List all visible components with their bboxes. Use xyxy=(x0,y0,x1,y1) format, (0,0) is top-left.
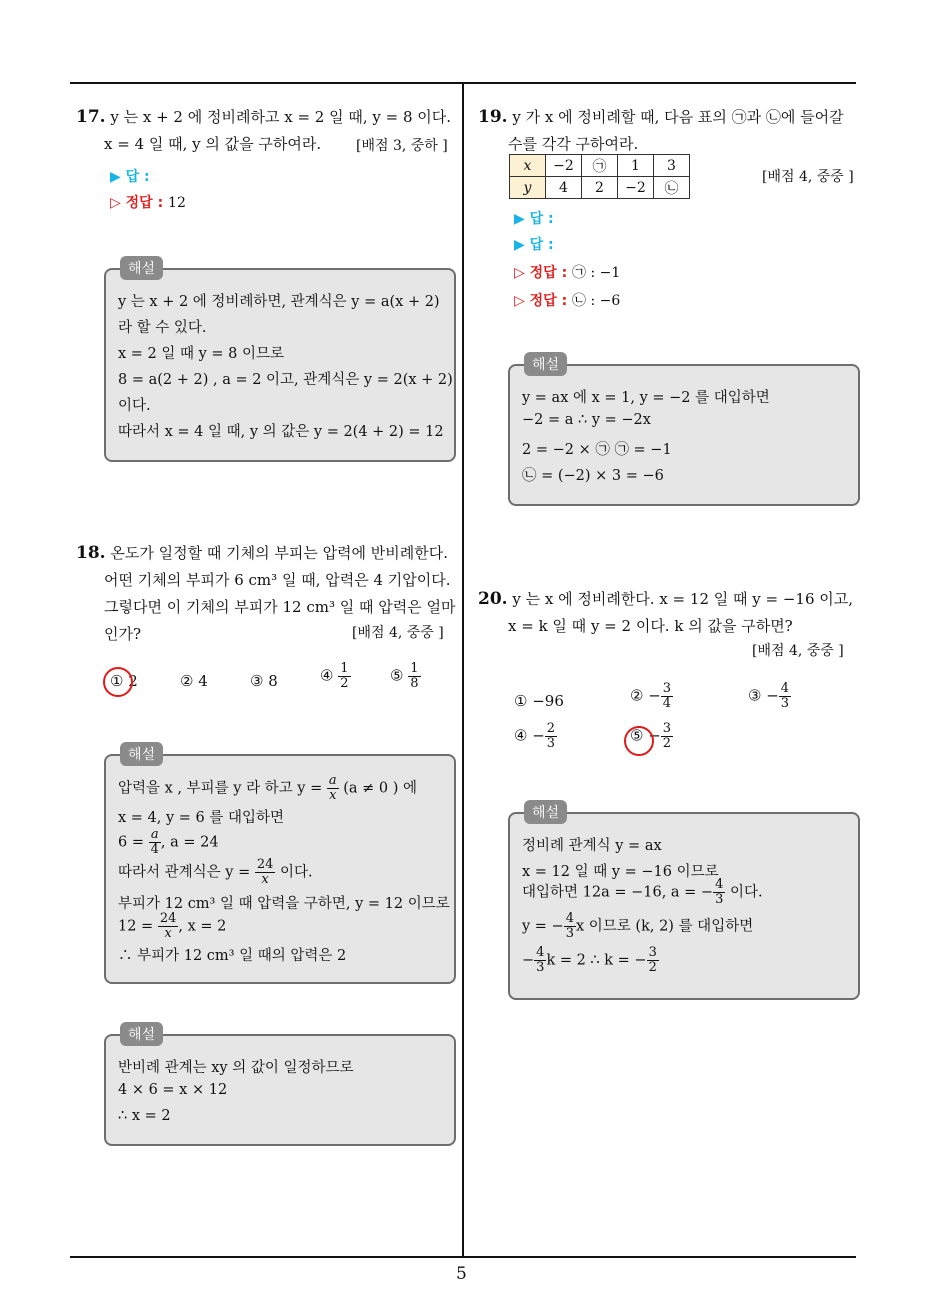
question-19 xyxy=(478,104,862,158)
table-cell: −2 xyxy=(618,177,654,199)
fraction: $\frac{4}{3}$ xyxy=(536,945,545,975)
table-row xyxy=(510,177,690,199)
sol-line: x = 4, y = 6 를 대입하면 xyxy=(118,810,285,826)
q19-line2: 수를 각각 구하여라. xyxy=(508,135,639,153)
table-header-cell: x xyxy=(510,155,546,177)
table-cell: −2 xyxy=(546,155,582,177)
sol-line: ㉡ = (−2) × 3 = −6 xyxy=(522,468,664,484)
fraction: $\frac{3}{2}$ xyxy=(648,945,657,975)
table-cell: ㉠ xyxy=(582,155,618,177)
q18-choice-3[interactable]: ③ 8 xyxy=(250,672,278,690)
solution-tag: 해설 xyxy=(120,256,163,280)
q17-solution-box xyxy=(104,261,456,462)
q18-solution-box xyxy=(104,747,456,984)
table-cell: 1 xyxy=(618,155,654,177)
bottom-rule xyxy=(70,1256,856,1258)
q19-correct-answer-2: ▷ 정답 : ㉡ : −6 xyxy=(514,293,621,309)
q18-line4: 인가? xyxy=(104,625,142,643)
table-cell: ㉡ xyxy=(654,177,690,199)
q20-line1: 20. y 는 x 에 정비례한다. x = 12 일 때 y = −16 이고, xyxy=(478,589,854,609)
q18-choice-5[interactable]: ⑤ $\frac{1}{8}$ xyxy=(390,661,419,691)
sol-line: 따라서 관계식은 y = $\frac{24}{x}$ 이다. xyxy=(118,857,313,887)
page-number: 5 xyxy=(456,1264,467,1284)
q20-number: 20. xyxy=(478,589,508,609)
q18-number: 18. xyxy=(76,543,106,563)
sol-line: −2 = a ∴ y = −2x xyxy=(522,412,651,428)
fraction: $\frac{1}{8}$ xyxy=(410,661,419,691)
sol-line: 부피가 12 cm³ 일 때 압력을 구하면, y = 12 이므로 xyxy=(118,896,450,912)
table-cell: 3 xyxy=(654,155,690,177)
q17-correct-answer: ▷ 정답 : 12 xyxy=(110,195,186,211)
sol-line: x = 2 일 때 y = 8 이므로 xyxy=(118,346,285,362)
q19-line1: 19. y 가 x 에 정비례할 때, 다음 표의 ㉠과 ㉡에 들어갈 xyxy=(478,107,844,127)
fraction: $\frac{4}{3}$ xyxy=(715,877,724,907)
solution-tag: 해설 xyxy=(120,1022,163,1046)
fraction: $\frac{4}{3}$ xyxy=(565,911,574,941)
q18-choice-2[interactable]: ② 4 xyxy=(180,672,208,690)
column-divider xyxy=(462,83,464,1258)
sol-line: − $\frac{4}{3}$ k = 2 ∴ k = − $\frac{3}{2}$ xyxy=(522,945,657,975)
sol-line: 정비례 관계식 y = ax xyxy=(522,838,662,854)
q18-solution2-box xyxy=(104,1027,456,1146)
q20-choice-3[interactable]: ③ − $\frac{4}{3}$ xyxy=(748,681,790,711)
q18-line3: 그렇다면 이 기체의 부피가 12 cm³ 일 때 압력은 얼마 xyxy=(104,598,456,616)
solution-tag: 해설 xyxy=(120,742,163,766)
q20-choice-1[interactable]: ① −96 xyxy=(514,692,564,710)
sol-line: x = 12 일 때 y = −16 이므로 xyxy=(522,864,719,880)
q19-score-meta: [배점 4, 중중 ] xyxy=(762,169,854,185)
q18-choice-4[interactable]: ④ $\frac{1}{2}$ xyxy=(320,661,349,691)
fraction: $\frac{a}{4}$ xyxy=(150,827,159,857)
q19-solution-box xyxy=(508,357,860,506)
question-20 xyxy=(478,586,862,640)
q20-choice-5[interactable]: ⑤ − $\frac{3}{2}$ xyxy=(630,721,672,751)
q19-answer-field-2[interactable]: ▶ 답 : xyxy=(514,237,554,253)
q17-line2: x = 4 일 때, y 의 값을 구하여라. xyxy=(104,135,322,153)
fraction: $\frac{3}{2}$ xyxy=(662,721,672,751)
fraction: $\frac{1}{2}$ xyxy=(340,661,349,691)
fraction: $\frac{4}{3}$ xyxy=(780,681,790,711)
q20-choice-2[interactable]: ② − $\frac{3}{4}$ xyxy=(630,681,672,711)
sol-line: 8 = a(2 + 2) , a = 2 이고, 관계식은 y = 2(x + 2) xyxy=(118,372,453,388)
table-cell: 2 xyxy=(582,177,618,199)
sol-line: 따라서 x = 4 일 때, y 의 값은 y = 2(4 + 2) = 12 xyxy=(118,424,444,440)
q17-score-meta: [배점 3, 중하 ] xyxy=(356,138,448,154)
sol-line: y = ax 에 x = 1, y = −2 를 대입하면 xyxy=(522,390,770,406)
q20-line2: x = k 일 때 y = 2 이다. k 의 값을 구하면? xyxy=(508,617,793,635)
sol-line: ∴ x = 2 xyxy=(118,1108,171,1124)
table-cell: 4 xyxy=(546,177,582,199)
fraction: $\frac{3}{4}$ xyxy=(662,681,672,711)
sol-line: y = − $\frac{4}{3}$ x 이므로 (k, 2) 를 대입하면 xyxy=(522,911,754,941)
q20-choice-4[interactable]: ④ − $\frac{2}{3}$ xyxy=(514,721,556,751)
sol-line: 4 × 6 = x × 12 xyxy=(118,1082,228,1098)
fraction: $\frac{24}{x}$ xyxy=(159,911,177,941)
q19-value-table xyxy=(509,154,690,199)
sol-line: 대입하면 12a = −16, a = − $\frac{4}{3}$ 이다. xyxy=(522,877,763,907)
sol-line: 반비례 관계는 xy 의 값이 일정하므로 xyxy=(118,1060,354,1076)
q19-answer-field-1[interactable]: ▶ 답 : xyxy=(514,211,554,227)
selected-answer-mark xyxy=(624,726,654,756)
q19-correct-answer-1: ▷ 정답 : ㉠ : −1 xyxy=(514,265,621,281)
sol-line: 6 = $\frac{a}{4}$ , a = 24 xyxy=(118,827,219,857)
sol-line: ∴ 부피가 12 cm³ 일 때의 압력은 2 xyxy=(118,948,347,964)
sol-line: 2 = −2 × ㉠ ㉠ = −1 xyxy=(522,442,672,458)
q18-line1: 18. 온도가 일정할 때 기체의 부피는 압력에 반비례한다. xyxy=(76,543,449,563)
table-row xyxy=(510,155,690,177)
fraction: $\frac{2}{3}$ xyxy=(546,721,556,751)
q20-solution-box xyxy=(508,805,860,1000)
q17-number: 17. xyxy=(76,107,106,127)
q17-answer-field[interactable]: ▶ 답 : xyxy=(110,169,150,185)
fraction: $\frac{24}{x}$ xyxy=(256,857,274,887)
fraction: $\frac{a}{x}$ xyxy=(328,773,337,803)
q19-number: 19. xyxy=(478,107,508,127)
sol-line: 이다. xyxy=(118,398,151,414)
q20-score-meta: [배점 4, 중중 ] xyxy=(752,643,844,659)
solution-tag: 해설 xyxy=(524,800,567,824)
solution-tag: 해설 xyxy=(524,352,567,376)
sol-line: 라 할 수 있다. xyxy=(118,320,207,336)
q17-line1: 17. y 는 x + 2 에 정비례하고 x = 2 일 때, y = 8 이다. xyxy=(76,107,452,127)
q18-score-meta: [배점 4, 중중 ] xyxy=(352,625,444,641)
q18-choice-1[interactable]: ① 2 xyxy=(110,672,138,690)
table-header-cell: y xyxy=(510,177,546,199)
sol-line: 12 = $\frac{24}{x}$ , x = 2 xyxy=(118,911,227,941)
sol-line: y 는 x + 2 에 정비례하면, 관계식은 y = a(x + 2) xyxy=(118,294,440,310)
sol-line: 압력을 x , 부피를 y 라 하고 y = $\frac{a}{x}$ (a ≠ 0 ) 에 xyxy=(118,773,418,803)
q18-line2: 어떤 기체의 부피가 6 cm³ 일 때, 압력은 4 기압이다. xyxy=(104,571,451,589)
selected-answer-mark xyxy=(103,667,133,697)
